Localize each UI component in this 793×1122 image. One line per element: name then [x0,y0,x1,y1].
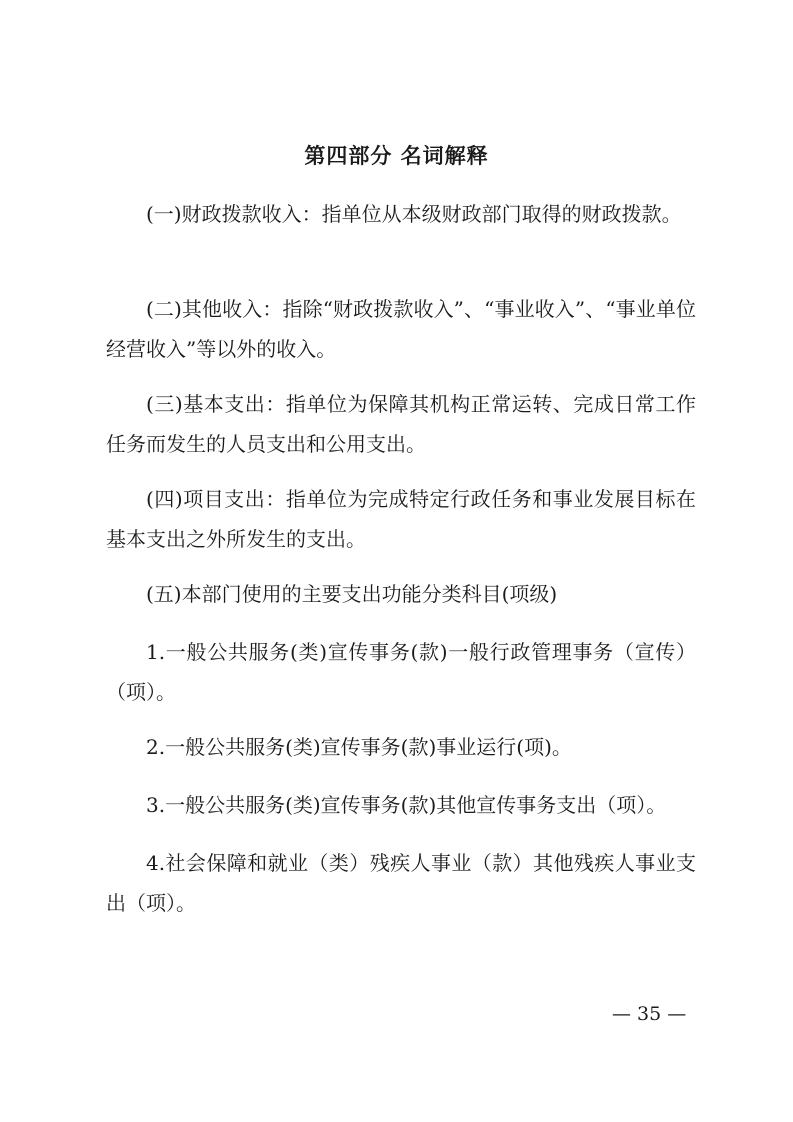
section-title: 第四部分 名词解释 [304,144,489,168]
list-item-3: 3.一般公共服务(类)宣传事务(款)其他宣传事务支出（项）。 [146,793,667,817]
list-item-4: 4.社会保障和就业（类）残疾人事业（款）其他残疾人事业支出（项）。 [106,851,696,915]
paragraph-other-income: (二)其他收入：指除“财政拨款收入”、“事业收入”、“事业单位经营收入”等以外的收入。 [106,297,696,361]
page-number: — 35 — [612,1003,687,1025]
list-item-2: 2.一般公共服务(类)宣传事务(款)事业运行(项)。 [146,735,572,759]
paragraph-function-categories: (五)本部门使用的主要支出功能分类科目(项级) [146,582,558,606]
paragraph-fiscal-appropriation-income: (一)财政拨款收入：指单位从本级财政部门取得的财政拨款。 [146,202,682,226]
paragraph-project-expenditure: (四)项目支出：指单位为完成特定行政任务和事业发展目标在基本支出之外所发生的支出。 [106,487,696,551]
list-item-1: 1.一般公共服务(类)宣传事务(款)一般行政管理事务（宣传）（项）。 [106,640,696,704]
paragraph-basic-expenditure: (三)基本支出：指单位为保障其机构正常运转、完成日常工作任务而发生的人员支出和公用支出。 [106,392,696,456]
